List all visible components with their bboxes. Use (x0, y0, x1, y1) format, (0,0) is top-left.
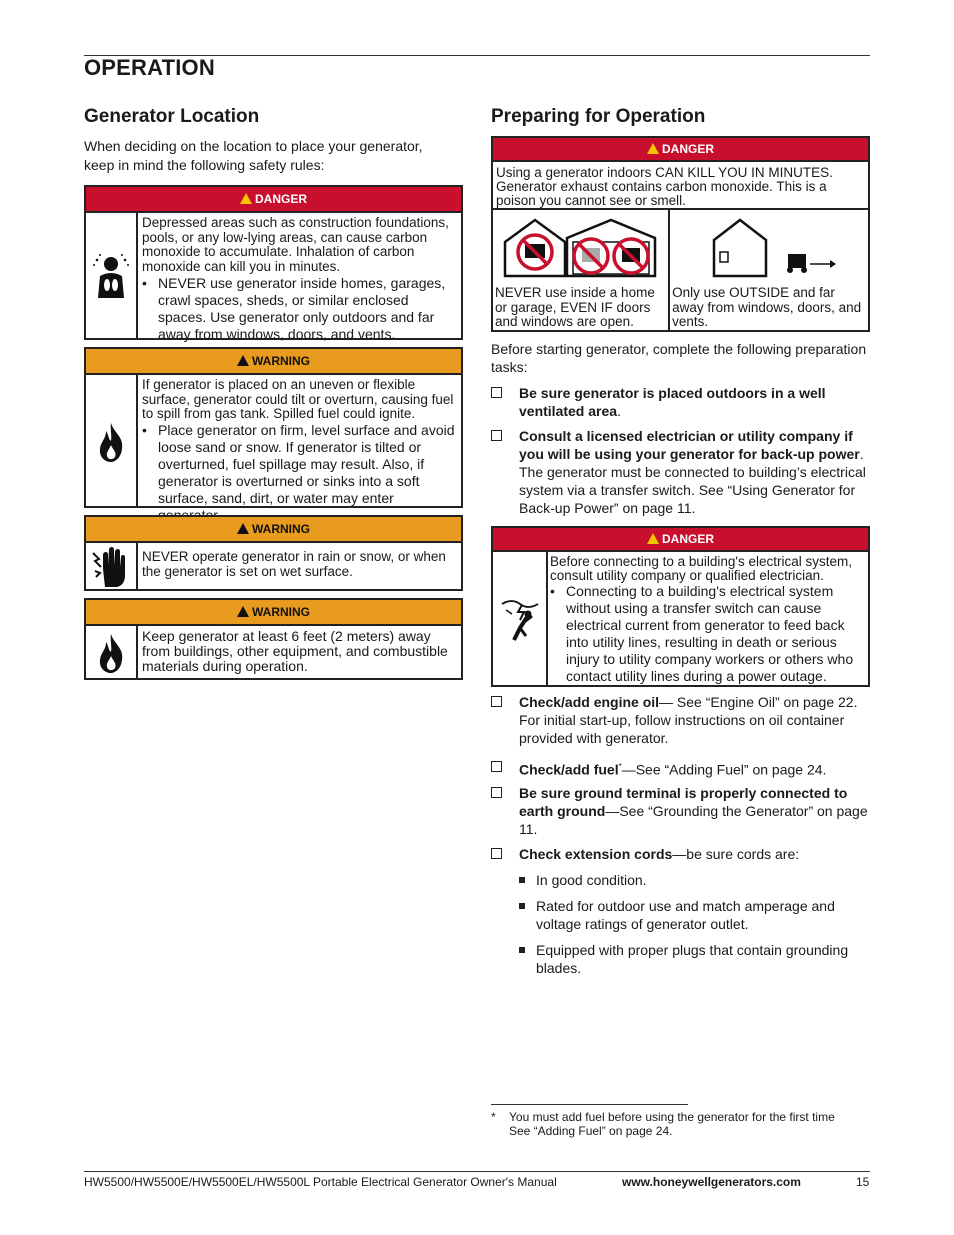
warning-header: WARNING (86, 349, 461, 375)
generator-location-heading: Generator Location (84, 106, 260, 127)
footer-rule (84, 1171, 870, 1172)
task-ventilation: Be sure generator is placed outdoors in a well ventilated area. (491, 384, 869, 420)
danger-box-co (84, 185, 463, 340)
no-indoor-generator-icon (493, 212, 669, 284)
cord-plugs-item: Equipped with proper plugs that contain grounding blades. (519, 941, 869, 977)
footnote-text: You must add fuel before using the generator for the first time See “Adding Fuel” on page 24. (509, 1110, 835, 1138)
outdoor-caption: Only use OUTSIDE and far away from windows, doors, and vents. (672, 285, 862, 329)
square-bullet-icon (519, 903, 525, 909)
danger-transfer-bullet: • Connecting to a building's electrical system without using a transfer switch can cause electrical current from generator to feed back into utility lines, resulting in death or serious injury to utility company workers or others who contact utility lines during a power outage. (550, 583, 866, 685)
indoor-prohibited-panel (493, 210, 670, 332)
warning-triangle-icon (237, 606, 249, 617)
warning-tilt-text: If generator is placed on an uneven or flexible surface, generator could tilt or overturn, causing fuel to spill from gas tank. Spilled fuel could ignite. (142, 377, 454, 421)
danger-box-indoors (491, 136, 870, 332)
warning-triangle-icon (237, 355, 249, 366)
task-engine-oil: Check/add engine oil— See “Engine Oil” on page 22. For initial start-up, follow instructions on oil container provided with generator. (491, 693, 869, 747)
checkbox-icon (491, 430, 502, 441)
checkbox-icon (491, 848, 502, 859)
warning-rain-text: NEVER operate generator in rain or snow, or when the generator is set on wet surface. (142, 549, 446, 579)
footnote-mark: * (491, 1110, 496, 1124)
square-bullet-icon (519, 947, 525, 953)
danger-header: DANGER (493, 138, 868, 162)
task-add-fuel: Check/add fuel*—See “Adding Fuel” on page 24. (491, 758, 869, 779)
generator-location-intro: When deciding on the location to place your generator, keep in mind the following safety rules: (84, 138, 423, 173)
warning-box-tilt (84, 347, 463, 508)
footnote-rule (491, 1104, 688, 1105)
checkbox-icon (491, 787, 502, 798)
task-extension-cords: Check extension cords—be sure cords are: (491, 845, 869, 863)
warning-tilt-bullet: • Place generator on firm, level surface and avoid loose sand or snow. If generator is tilted or overturned, fuel spillage may result. Also, if generator is overturned or sinks into a soft surface, sand, dirt, or water may enter (142, 422, 457, 524)
page-number: 15 (856, 1175, 870, 1189)
cord-rating-item: Rated for outdoor use and match amperage and voltage ratings of generator outlet. (519, 897, 869, 933)
checkbox-icon (491, 696, 502, 707)
footer-url: www.honeywellgenerators.com (622, 1175, 801, 1189)
danger-header: DANGER (86, 187, 461, 213)
warning-triangle-icon (647, 143, 659, 154)
warning-box-distance (84, 598, 463, 680)
outdoor-generator-icon (670, 212, 869, 284)
warning-triangle-icon (240, 193, 252, 204)
danger-transfer-text: Before connecting to a building's electrical system, consult utility company or qualified electrician. (550, 554, 852, 583)
preparing-heading: Preparing for Operation (491, 106, 706, 127)
fire-icon (86, 626, 138, 680)
checkbox-icon (491, 387, 502, 398)
task-electrician: Consult a licensed electrician or utility company if you will be using your generator for back-up power. The generator must be connected to building’s electrical system via a transfer switch. See “Using Generator for Back-up Power” on page 11. (491, 427, 869, 517)
carbon-monoxide-icon (86, 213, 138, 340)
task-ground-terminal: Be sure ground terminal is properly connected to earth ground—See “Grounding the Generator” on page 11. (491, 784, 869, 838)
fire-icon (86, 375, 138, 508)
warning-box-rain (84, 515, 463, 591)
warning-header: WARNING (86, 517, 461, 543)
cord-condition-item: In good condition. (519, 871, 869, 889)
square-bullet-icon (519, 877, 525, 883)
warning-triangle-icon (647, 533, 659, 544)
warning-distance-text: Keep generator at least 6 feet (2 meters) away from buildings, other equipment, and combustible materials during operation. (142, 628, 448, 674)
checkbox-icon (491, 761, 502, 772)
danger-header: DANGER (493, 528, 868, 552)
page-title: OPERATION (84, 55, 215, 80)
danger-co-bullet: • NEVER use generator inside homes, garages, crawl spaces, sheds, or similar enclosed spaces. Use generator only outdoors and far away from windows, doors, and vents. (142, 275, 457, 343)
indoor-caption: NEVER use inside a home or garage, EVEN IF doors and windows are open. (495, 285, 655, 329)
preparing-intro: Before starting generator, complete the following preparation tasks: (491, 341, 867, 375)
warning-triangle-icon (237, 523, 249, 534)
danger-indoors-text: Using a generator indoors CAN KILL YOU IN MINUTES. Generator exhaust contains carbon monoxide. This is a poison you cannot see or smell. (496, 165, 833, 208)
danger-box-transfer-switch (491, 526, 870, 687)
electrocution-icon (493, 552, 548, 687)
footer-manual-title: HW5500/HW5500E/HW5500EL/HW5500L Portable Electrical Generator Owner's Manual (84, 1175, 557, 1189)
outdoor-allowed-panel (670, 210, 868, 332)
electric-shock-hand-icon (86, 543, 138, 591)
danger-co-text: Depressed areas such as construction foundations, pools, or any low-lying areas, can cause carbon monoxide to accumulate. Inhalation of carbon monoxide can kill you in minutes. (142, 215, 449, 274)
warning-header: WARNING (86, 600, 461, 626)
